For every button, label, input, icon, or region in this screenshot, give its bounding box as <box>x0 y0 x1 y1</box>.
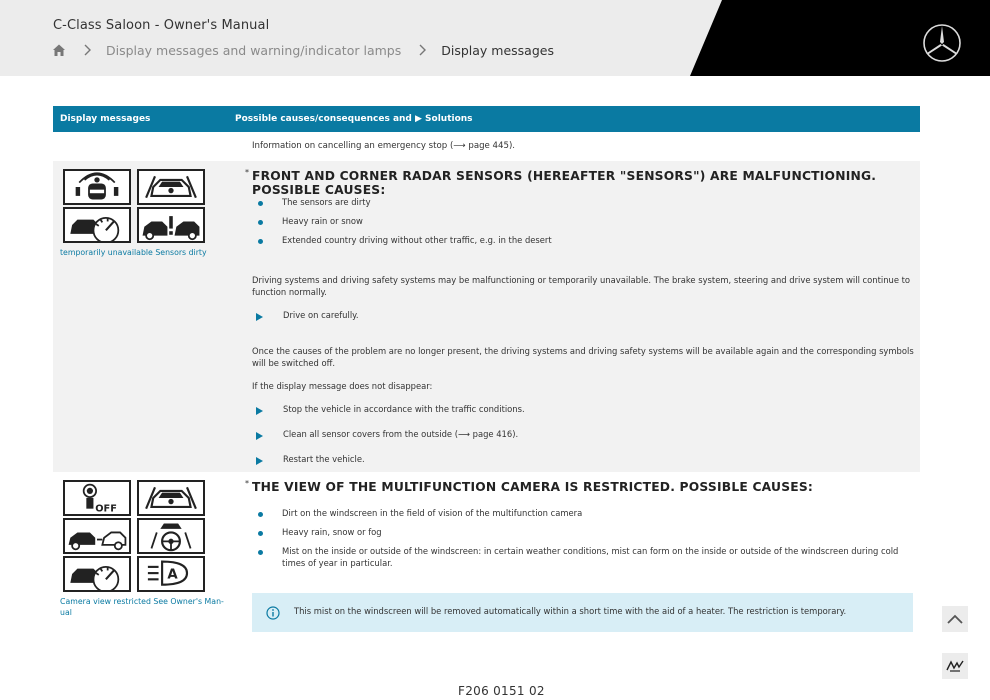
list-item: Heavy rain or snow <box>282 215 912 227</box>
info-note-text: This mist on the windscreen will be removed automatically within a short time with the aid of a heater. The restriction is temporary. <box>294 606 847 616</box>
headlamp-auto-letter: A <box>167 567 178 583</box>
list-item: Extended country driving without other traffic, e.g. in the desert <box>282 234 912 246</box>
page-header <box>0 0 990 76</box>
chevron-right-icon <box>82 43 92 57</box>
list-item: Mist on the inside or outside of the windscreen: in certain weather conditions, mist can form on the inside or outside of the windscreen during cold times of year in particular. <box>282 545 912 569</box>
paragraph: Driving systems and driving safety systems may be malfunctioning or temporarily unavailable. The brake system, steering and drive system will continue to function normally. <box>252 275 911 297</box>
table-row-radar-sensors <box>53 161 920 472</box>
collision-warning-car-icon <box>137 169 205 205</box>
feedback-button[interactable] <box>942 653 968 679</box>
chevron-right-icon <box>417 43 427 57</box>
auto-headlamp-icon <box>137 556 205 592</box>
table-header <box>53 106 920 132</box>
off-label: OFF <box>95 503 117 514</box>
message-caption: Camera view restricted See Owner's Man- ual <box>60 597 224 617</box>
table-row-camera <box>53 472 920 652</box>
front-sensor-car-icon <box>63 169 131 205</box>
paragraph: If the display message does not disappear: <box>252 381 433 391</box>
feedback-icon <box>946 659 964 673</box>
steering-wheel-car-icon <box>137 518 205 554</box>
solution-step: Stop the vehicle in accordance with the traffic conditions. <box>283 404 525 414</box>
distance-gauge-car-icon <box>63 207 131 243</box>
column-header-display-messages: Display messages <box>60 114 151 124</box>
chevron-up-icon <box>947 614 963 624</box>
distance-gauge-car-icon <box>63 556 131 592</box>
figure-reference: F206 0151 02 <box>458 684 545 698</box>
scroll-to-top-button[interactable] <box>942 606 968 632</box>
section-heading: FRONT AND CORNER RADAR SENSORS (HEREAFTER "SENSORS") ARE MALFUNCTIONING. POSSIBLE CAUSES: <box>252 169 877 197</box>
manual-title: C-Class Saloon - Owner's Manual <box>53 18 270 33</box>
paragraph: Once the causes of the problem are no longer present, the driving systems and driving safety systems will be available again and the corresponding symbols will be switched off. <box>252 346 914 368</box>
solution-step: Drive on carefully. <box>283 310 359 320</box>
section-heading: THE VIEW OF THE MULTIFUNCTION CAMERA IS RESTRICTED. POSSIBLE CAUSES: <box>252 480 814 494</box>
mercedes-star-logo[interactable] <box>922 23 962 63</box>
info-icon <box>266 605 280 619</box>
list-item: Dirt on the windscreen in the field of vision of the multifunction camera <box>282 507 912 519</box>
breadcrumb-item-display-messages-and-lamps[interactable]: Display messages and warning/indicator lamps <box>106 42 402 58</box>
list-item: The sensors are dirty <box>282 196 912 208</box>
breadcrumb-item-display-messages: Display messages <box>441 42 554 58</box>
intro-row-text[interactable]: Information on cancelling an emergency stop (⟶ page 445). <box>252 141 516 151</box>
message-caption: temporarily unavailable Sensors dirty <box>60 248 207 257</box>
column-header-causes-solutions: Possible causes/consequences and ▶ Solutions <box>235 114 473 124</box>
car-exclamation-icon <box>137 207 205 243</box>
breadcrumb <box>52 42 554 58</box>
sensor-off-icon <box>63 480 131 516</box>
info-note <box>252 593 913 632</box>
home-icon[interactable] <box>52 43 66 57</box>
solution-step: Restart the vehicle. <box>283 454 365 464</box>
solution-step[interactable]: Clean all sensor covers from the outside (⟶ page 416). <box>283 429 519 439</box>
car-side-distance-icon <box>63 518 131 554</box>
footnote-marker: * <box>245 479 249 488</box>
footnote-marker: * <box>245 168 249 177</box>
list-item: Heavy rain, snow or fog <box>282 526 912 538</box>
collision-warning-car-icon <box>137 480 205 516</box>
